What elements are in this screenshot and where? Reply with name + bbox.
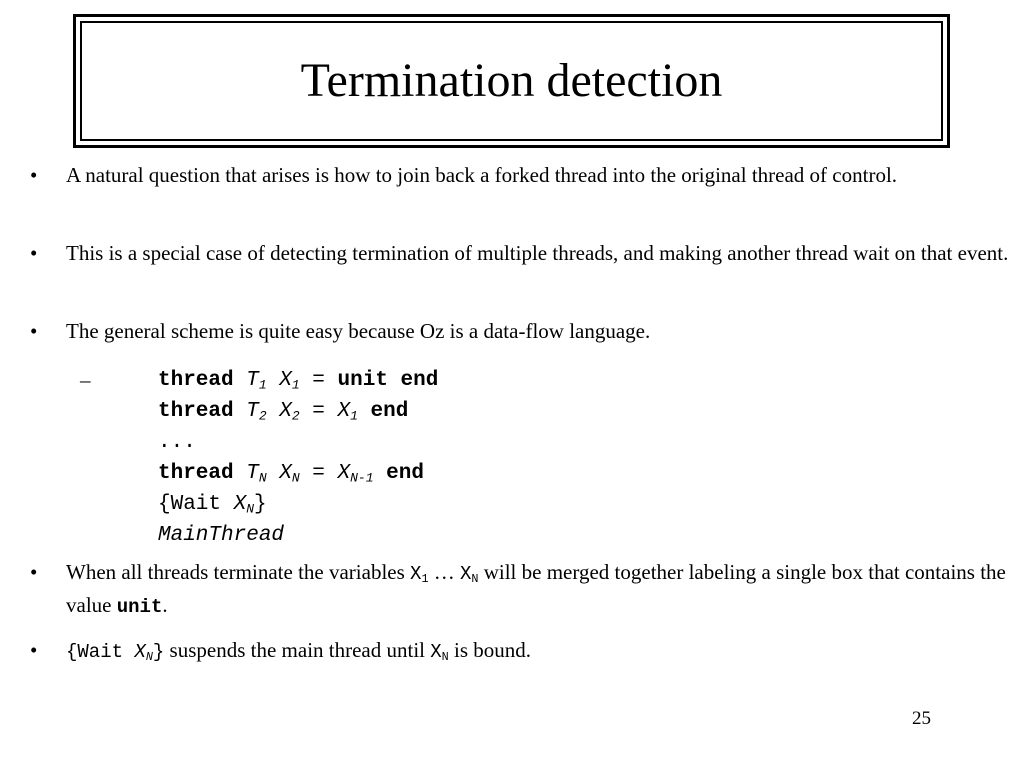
slide-title: Termination detection [300, 54, 723, 107]
bullet-text: {Wait $X_N$} suspends the main thread until $X_N$ is bound. [66, 638, 531, 664]
code-line-1: thread $T_1$ $X_1$ = unit end [158, 369, 439, 393]
bullet-marker: • [30, 638, 38, 662]
code-line-4: thread $T_N$ $X_N = X_{N-1}$ end [158, 462, 424, 486]
bullet-marker: • [30, 163, 38, 187]
code-line-5: {Wait $X_N$} [158, 493, 267, 517]
sub-bullet-dash: – [80, 368, 91, 392]
bullet-text: The general scheme is quite easy because Oz is a data-flow language. [66, 319, 651, 343]
bullet-text: This is a special case of detecting termination of multiple threads, and making another thread wait on that event. [66, 241, 1009, 265]
bullet-marker: • [30, 560, 38, 584]
code-line-2: thread $T_2$ $X_2 = X_1$ end [158, 400, 409, 424]
title-inner-border [80, 21, 943, 141]
slide-number: 25 [912, 708, 931, 729]
code-block [158, 365, 438, 551]
code-line-3: ... [158, 431, 196, 454]
bullet-marker: • [30, 319, 38, 343]
bullet-marker: • [30, 241, 38, 265]
bullet-text: When all threads terminate the variables $X_1$ … $X_N$ will be merged together labeling a single box that contains the value unit. [66, 560, 1006, 618]
bullet-text: A natural question that arises is how to join back a forked thread into the original thread of control. [66, 163, 898, 187]
title-box [73, 14, 950, 148]
code-line-6: MainThread [158, 524, 285, 547]
